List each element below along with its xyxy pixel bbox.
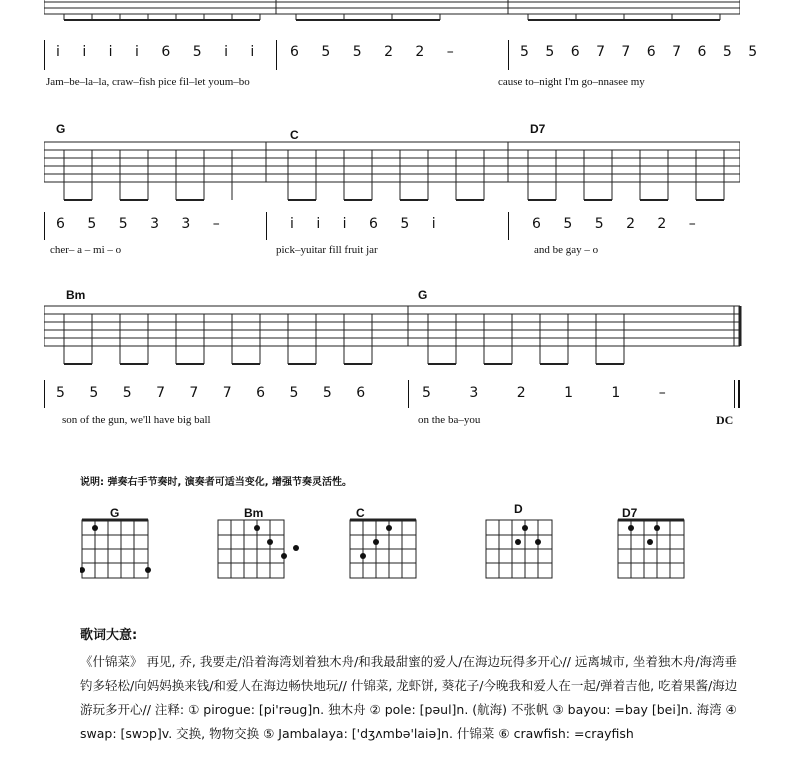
- chord-diagram-icon: [216, 518, 306, 582]
- lyric-line: pick–yuitar fill fruit jar: [276, 244, 378, 256]
- lyric-line: son of the gun, we'll have big ball: [62, 414, 211, 426]
- notation-measure: i i i 6 5 i: [290, 216, 445, 232]
- chord-diagram-label: Bm: [244, 506, 264, 520]
- lyric-line: on the ba–you: [418, 414, 481, 426]
- chord-diagram-icon: [80, 518, 152, 582]
- notation-measure: 6 5 5 2 2 –: [532, 216, 705, 232]
- chord-diagram-label: C: [356, 506, 365, 520]
- notation-measure: 5 5 6 7 7 6 7 6 5 5: [520, 44, 764, 60]
- chord-symbol: Bm: [66, 288, 86, 302]
- chord-diagram-icon: [348, 518, 420, 582]
- dc-marking: DC: [716, 413, 734, 427]
- notation-measure: 5 3 2 1 1 –: [422, 385, 680, 401]
- tab-staff: [44, 304, 744, 368]
- chord-diagram-icon: [484, 518, 556, 582]
- notation-measure: i i i i 6 5 i i: [56, 44, 264, 60]
- chord-diagram-label: D: [514, 502, 523, 516]
- lyric-line: cher– a – mi – o: [50, 244, 122, 256]
- chord-symbol: G: [56, 122, 66, 136]
- lyric-line: cause to–night I'm go–nnasee my: [498, 76, 645, 88]
- lyric-line: and be gay – o: [534, 244, 599, 256]
- tab-staff: [44, 140, 740, 204]
- notation-measure: 6 5 5 2 2 –: [290, 44, 463, 60]
- chord-diagram-icon: [616, 518, 688, 582]
- chord-symbol: D7: [530, 122, 546, 136]
- chord-symbol: C: [290, 128, 299, 142]
- notation-measure: 5 5 5 7 7 7 6 5 5 6: [56, 385, 374, 401]
- lyrics-heading: 歌词大意:: [80, 628, 138, 643]
- notation-measure: 6 5 5 3 3 –: [56, 216, 229, 232]
- tab-staff: [44, 0, 740, 36]
- lyric-line: Jam–be–la–la, craw–fish pice fil–let youm–bo: [46, 76, 250, 88]
- playing-instruction: 说明: 弹奏右手节奏时, 演奏者可适当变化, 增强节奏灵活性。: [80, 477, 353, 488]
- chord-diagram-label: D7: [622, 506, 638, 520]
- chord-symbol: G: [418, 288, 428, 302]
- chord-diagram-label: G: [110, 506, 120, 520]
- lyrics-translation: 《什锦菜》 再见, 乔, 我要走/沿着海湾划着独木舟/和我最甜蜜的爱人/在海边玩得多开心// 远离城市, 坐着独木舟/海湾垂钓多轻松/向妈妈换来钱/和爱人在海边畅快地玩// 什锦菜, 龙虾饼, 葵花子/今晚我和爱人在一起/弹着吉他, 吃着果酱/海边游玩多开心// 注释: ① pirogue: [pi'rəug]n. 独木舟 ② pole: [pəul]n. (航海) 不张帆 ③ bayou: =bay [bei]n. 海湾 ④ swap: [swɔp]v. 交换, 物物交换 ⑤ Jambalaya: ['dʒʌmbə'laiə]n. 什锦菜 ⑥ crawfish: =crayfish: [80, 654, 738, 741]
